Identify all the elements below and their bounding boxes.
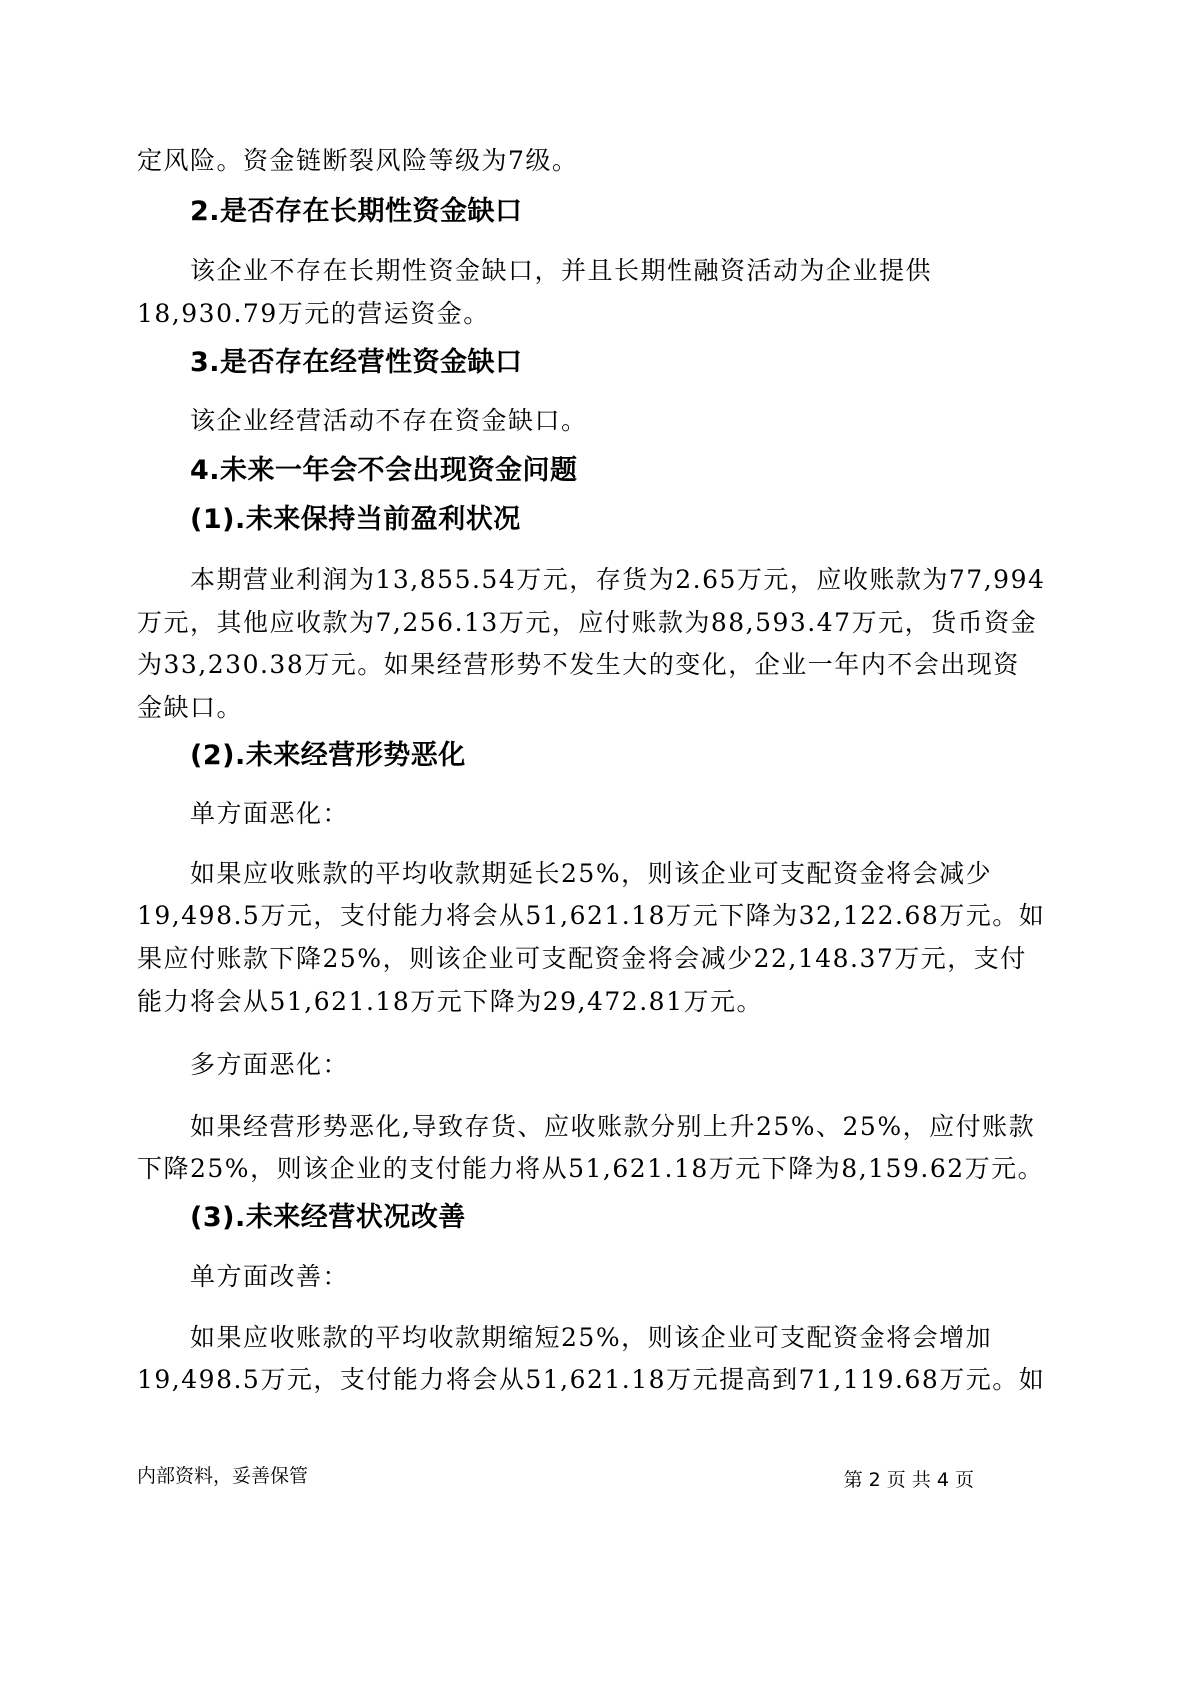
paragraph-line: 本期营业利润为13,855.54万元，存货为2.65万元，应收账款为77,994 [190,565,1046,594]
subsection-heading: (2).未来经营形势恶化 [190,740,466,771]
paragraph-line: 金缺口。 [137,693,244,722]
paragraph-line: 单方面恶化： [190,799,350,828]
paragraph-line: 多方面恶化： [190,1050,350,1079]
footer-page-number: 第 2 页 共 4 页 [843,1469,974,1491]
paragraph-line: 19,498.5万元，支付能力将会从51,621.18万元提高到71,119.68万元。如 [137,1365,1046,1394]
paragraph-line: 为33,230.38万元。如果经营形势不发生大的变化，企业一年内不会出现资 [137,650,1020,679]
paragraph-line: 18,930.79万元的营运资金。 [137,299,490,328]
paragraph-line: 该企业不存在长期性资金缺口，并且长期性融资活动为企业提供 [190,256,933,285]
subsection-heading: (1).未来保持当前盈利状况 [190,504,521,535]
paragraph-line: 该企业经营活动不存在资金缺口。 [190,406,588,435]
footer-confidential-note: 内部资料，妥善保管 [137,1465,309,1487]
paragraph-line: 定风险。资金链断裂风险等级为7级。 [137,146,579,175]
paragraph-line: 万元，其他应收款为7,256.13万元，应付账款为88,593.47万元，货币资金 [137,608,1038,637]
paragraph-line: 如果应收账款的平均收款期缩短25%，则该企业可支配资金将会增加 [190,1323,993,1352]
paragraph-line: 单方面改善： [190,1262,350,1291]
section-heading: 2.是否存在长期性资金缺口 [190,196,523,227]
paragraph-line: 果应付账款下降25%，则该企业可支配资金将会减少22,148.37万元，支付 [137,944,1027,973]
section-heading: 3.是否存在经营性资金缺口 [190,347,523,378]
section-heading: 4.未来一年会不会出现资金问题 [190,455,578,486]
subsection-heading: (3).未来经营状况改善 [190,1202,466,1233]
paragraph-line: 下降25%，则该企业的支付能力将从51,621.18万元下降为8,159.62万元。 [137,1154,1045,1183]
paragraph-line: 如果应收账款的平均收款期延长25%，则该企业可支配资金将会减少 [190,859,993,888]
paragraph-line: 能力将会从51,621.18万元下降为29,472.81万元。 [137,987,763,1016]
paragraph-line: 如果经营形势恶化,导致存货、应收账款分别上升25%、25%，应付账款 [190,1112,1036,1141]
paragraph-line: 19,498.5万元，支付能力将会从51,621.18万元下降为32,122.68万元。如 [137,901,1046,930]
